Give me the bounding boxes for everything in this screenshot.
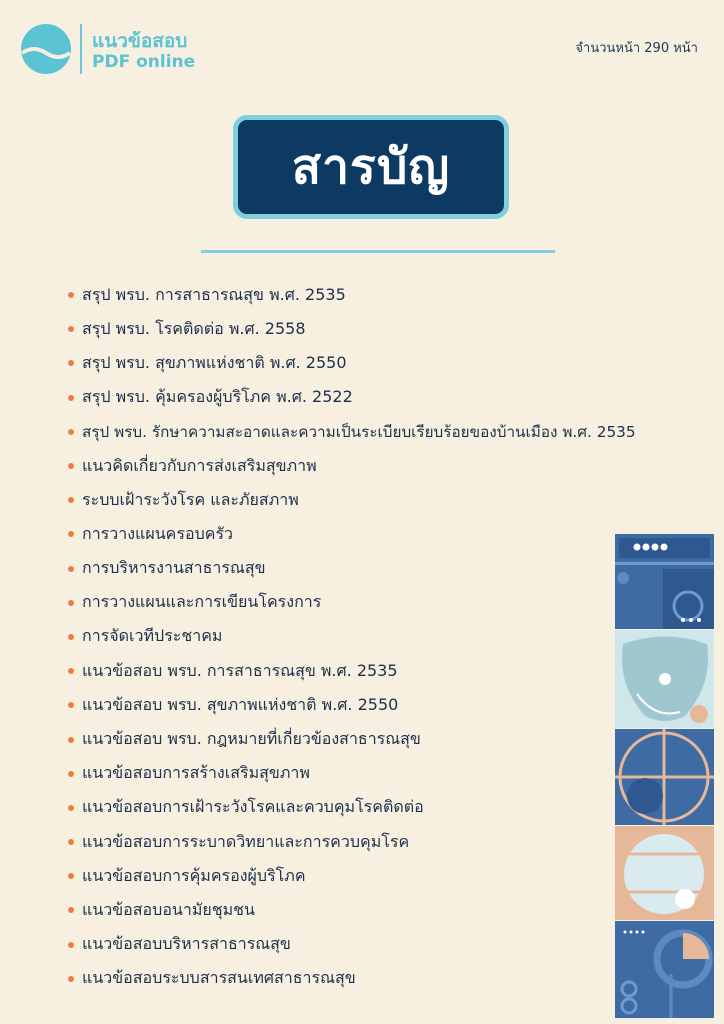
- wave-circle-logo-icon: [20, 23, 72, 75]
- toc-item[interactable]: [68, 278, 708, 312]
- toc-item-label: แนวข้อสอบการเฝ้าระวังโรคและควบคุมโรคติดต่อ: [82, 797, 424, 817]
- toc-item-label: แนวข้อสอบอนามัยชุมชน: [82, 899, 255, 919]
- bullet-icon: [68, 395, 74, 401]
- toc-item[interactable]: [68, 825, 708, 859]
- bullet-icon: [68, 429, 74, 435]
- bullet-icon: [68, 497, 74, 503]
- toc-item[interactable]: [68, 928, 708, 962]
- bullet-icon: [68, 942, 74, 948]
- toc-item[interactable]: [68, 757, 708, 791]
- bullet-icon: [68, 873, 74, 879]
- bullet-icon: [68, 566, 74, 572]
- toc-item-label: แนวข้อสอบการสร้างเสริมสุขภาพ: [82, 763, 310, 783]
- toc-item-label: แนวข้อสอบระบบสารสนเทศสาธารณสุข: [82, 968, 356, 988]
- header: [0, 0, 724, 80]
- toc-item[interactable]: [68, 346, 708, 380]
- toc-item-label: สรุป พรบ. รักษาความสะอาดและความเป็นระเบียบเรียบร้อยของบ้านเมือง พ.ศ. 2535: [82, 423, 636, 442]
- bullet-icon: [68, 463, 74, 469]
- toc-item-label: แนวข้อสอบบริหารสาธารณสุข: [82, 934, 291, 954]
- toc-item-label: แนวข้อสอบ พรบ. การสาธารณสุข พ.ศ. 2535: [82, 660, 398, 680]
- bullet-icon: [68, 907, 74, 913]
- toc-item-label: สรุป พรบ. สุขภาพแห่งชาติ พ.ศ. 2550: [82, 352, 347, 372]
- toc-item[interactable]: [68, 791, 708, 825]
- table-of-contents: [68, 278, 708, 996]
- bullet-icon: [68, 668, 74, 674]
- bullet-icon: [68, 737, 74, 743]
- toc-item-label: สรุป พรบ. คุ้มครองผู้บริโภค พ.ศ. 2522: [82, 387, 353, 407]
- logo-divider: [80, 24, 82, 74]
- bullet-icon: [68, 976, 74, 982]
- page-count: จำนวนหน้า 290 หน้า: [575, 41, 698, 56]
- toc-item[interactable]: [68, 449, 708, 483]
- toc-item-label: การวางแผนและการเขียนโครงการ: [82, 592, 322, 612]
- toc-item[interactable]: [68, 552, 708, 586]
- toc-item[interactable]: [68, 688, 708, 722]
- page-title: สารบัญ: [291, 139, 451, 195]
- toc-item-label: สรุป พรบ. การสาธารณสุข พ.ศ. 2535: [82, 284, 346, 304]
- brand-subtitle: PDF online: [92, 52, 196, 72]
- toc-item[interactable]: [68, 893, 708, 927]
- toc-item-label: แนวข้อสอบการระบาดวิทยาและการควบคุมโรค: [82, 831, 410, 851]
- bullet-icon: [68, 805, 74, 811]
- title-box: [233, 115, 509, 219]
- bullet-icon: [68, 600, 74, 606]
- toc-item[interactable]: [68, 586, 708, 620]
- toc-item[interactable]: [68, 962, 708, 996]
- toc-item[interactable]: [68, 654, 708, 688]
- bullet-icon: [68, 839, 74, 845]
- bullet-icon: [68, 326, 74, 332]
- title-divider: [201, 250, 555, 253]
- bullet-icon: [68, 702, 74, 708]
- brand-name: แนวข้อสอบ: [92, 30, 188, 52]
- bullet-icon: [68, 771, 74, 777]
- toc-item[interactable]: [68, 722, 708, 756]
- toc-item[interactable]: [68, 517, 708, 551]
- toc-item-label: การบริหารงานสาธารณสุข: [82, 558, 266, 578]
- toc-item-label: การจัดเวทีประชาคม: [82, 626, 223, 646]
- bullet-icon: [68, 531, 74, 537]
- bullet-icon: [68, 360, 74, 366]
- bullet-icon: [68, 634, 74, 640]
- toc-item[interactable]: [68, 381, 708, 415]
- toc-item[interactable]: [68, 415, 708, 449]
- toc-item[interactable]: [68, 483, 708, 517]
- toc-item[interactable]: [68, 859, 708, 893]
- bullet-icon: [68, 292, 74, 298]
- toc-item-label: แนวข้อสอบ พรบ. กฎหมายที่เกี่ยวข้องสาธารณสุข: [82, 729, 421, 749]
- toc-item-label: ระบบเฝ้าระวังโรค และภัยสภาพ: [82, 489, 299, 509]
- toc-item-label: การวางแผนครอบครัว: [82, 523, 234, 543]
- toc-item-label: แนวคิดเกี่ยวกับการส่งเสริมสุขภาพ: [82, 455, 317, 475]
- toc-item-label: สรุป พรบ. โรคติดต่อ พ.ศ. 2558: [82, 318, 306, 338]
- toc-item[interactable]: [68, 620, 708, 654]
- toc-item-label: แนวข้อสอบ พรบ. สุขภาพแห่งชาติ พ.ศ. 2550: [82, 694, 399, 714]
- toc-item-label: แนวข้อสอบการคุ้มครองผู้บริโภค: [82, 865, 306, 885]
- toc-item[interactable]: [68, 312, 708, 346]
- decorative-geometric-pattern: [615, 534, 714, 1018]
